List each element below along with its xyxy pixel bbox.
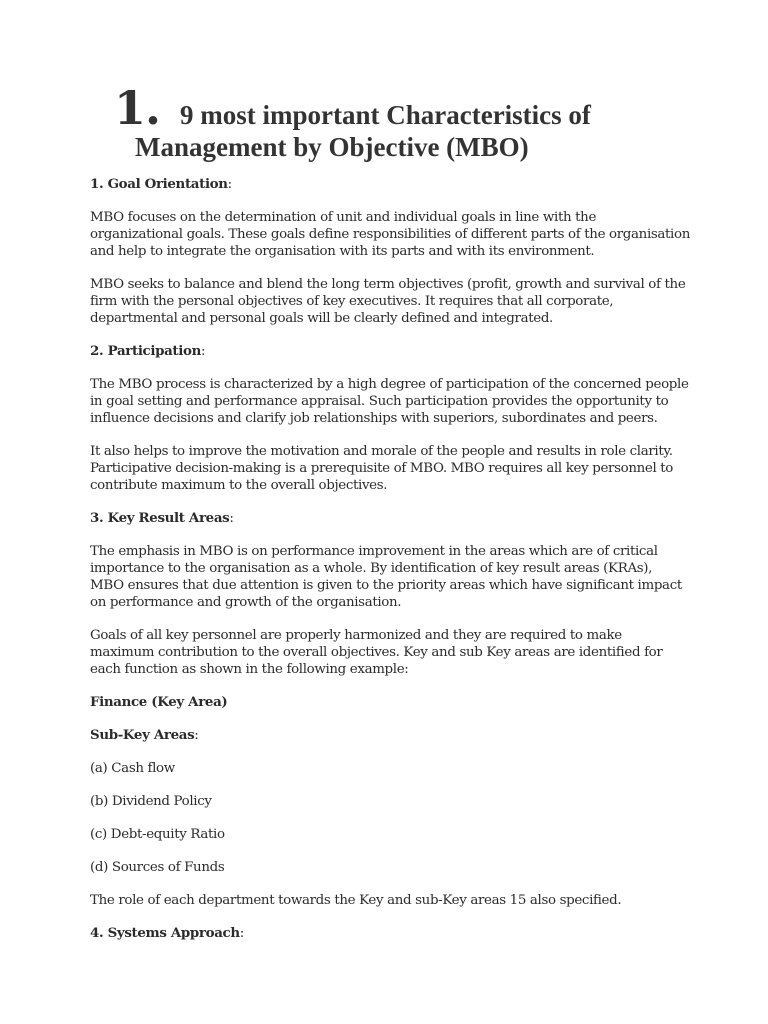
sub-key-areas-colon: : xyxy=(194,728,199,743)
section-3-title: 3. Key Result Areas xyxy=(90,510,230,526)
section-1-title: 1. Goal Orientation xyxy=(90,176,228,192)
section-4-heading xyxy=(90,925,690,942)
section-1-paragraph-2 xyxy=(90,276,690,327)
text-line: MBO ensures that due attention is given to the priority areas which have significant impact xyxy=(90,578,682,593)
text-line: MBO focuses on the determination of unit and individual goals in line with the xyxy=(90,210,597,225)
sub-key-areas-title: Sub-Key Areas xyxy=(90,727,195,743)
heading-line-1 xyxy=(114,81,714,135)
heading-title-part-1: 9 most important Characteristics of xyxy=(180,100,591,130)
text-line: organizational goals. These goals define responsibilities of different parts of the organisation xyxy=(90,227,690,242)
text-line: The emphasis in MBO is on performance improvement in the areas which are of critical xyxy=(90,544,658,559)
document-body xyxy=(90,176,690,942)
text-line: Goals of all key personnel are properly harmonized and they are required to make xyxy=(90,628,622,643)
text-line: each function as shown in the following example: xyxy=(90,662,409,677)
text-line: and help to integrate the organisation with its parts and with its environment. xyxy=(90,244,595,259)
section-2-paragraph-2 xyxy=(90,443,690,494)
section-1-colon: : xyxy=(227,177,232,192)
document-heading xyxy=(114,81,714,162)
section-3-paragraph-2 xyxy=(90,627,690,678)
sub-key-item: (d) Sources of Funds xyxy=(90,860,225,875)
text-line: firm with the personal objectives of key executives. It requires that all corporate, xyxy=(90,294,614,309)
section-1-paragraph-1 xyxy=(90,209,690,260)
section-4-title: 4. Systems Approach xyxy=(90,925,240,941)
text-line: Participative decision-making is a prerequisite of MBO. MBO requires all key personnel to xyxy=(90,461,674,476)
heading-number: 1. xyxy=(114,81,161,135)
sub-key-item: (b) Dividend Policy xyxy=(90,794,212,809)
section-2-heading xyxy=(90,343,690,360)
text-line: importance to the organisation as a whole. By identification of key result areas (KRAs), xyxy=(90,561,653,576)
section-1-heading xyxy=(90,176,690,193)
sub-key-areas-heading xyxy=(90,727,690,744)
text-line: on performance and growth of the organisation. xyxy=(90,595,402,610)
section-2-title: 2. Participation xyxy=(90,343,201,359)
section-2-paragraph-1 xyxy=(90,376,690,427)
section-2-colon: : xyxy=(200,344,206,359)
section-3-colon: : xyxy=(229,511,234,526)
text-line: MBO seeks to balance and blend the long term objectives (profit, growth and survival of the xyxy=(90,277,686,292)
section-3-heading xyxy=(90,510,690,527)
heading-title-part-2: Management by Objective (MBO) xyxy=(135,132,529,162)
text-line: influence decisions and clarify job relationships with superiors, subordinates and peers. xyxy=(90,411,658,426)
text-line: The MBO process is characterized by a high degree of participation of the concerned people xyxy=(90,377,689,392)
sub-key-item: (a) Cash flow xyxy=(90,761,175,776)
text-line: maximum contribution to the overall objectives. Key and sub Key areas are identified for xyxy=(90,645,663,660)
section-3-closing: The role of each department towards the Key and sub-Key areas 15 also specified. xyxy=(90,893,622,908)
key-area-heading: Finance (Key Area) xyxy=(90,694,228,710)
sub-key-item: (c) Debt-equity Ratio xyxy=(90,827,225,842)
text-line: It also helps to improve the motivation and morale of the people and results in role clarity. xyxy=(90,444,673,459)
text-line: departmental and personal goals will be clearly defined and integrated. xyxy=(90,311,553,326)
section-3-paragraph-1 xyxy=(90,543,690,611)
section-4-colon: : xyxy=(239,926,244,941)
text-line: contribute maximum to the overall objectives. xyxy=(90,478,388,493)
text-line: in goal setting and performance appraisal. Such participation provides the opportunity to xyxy=(90,394,669,409)
